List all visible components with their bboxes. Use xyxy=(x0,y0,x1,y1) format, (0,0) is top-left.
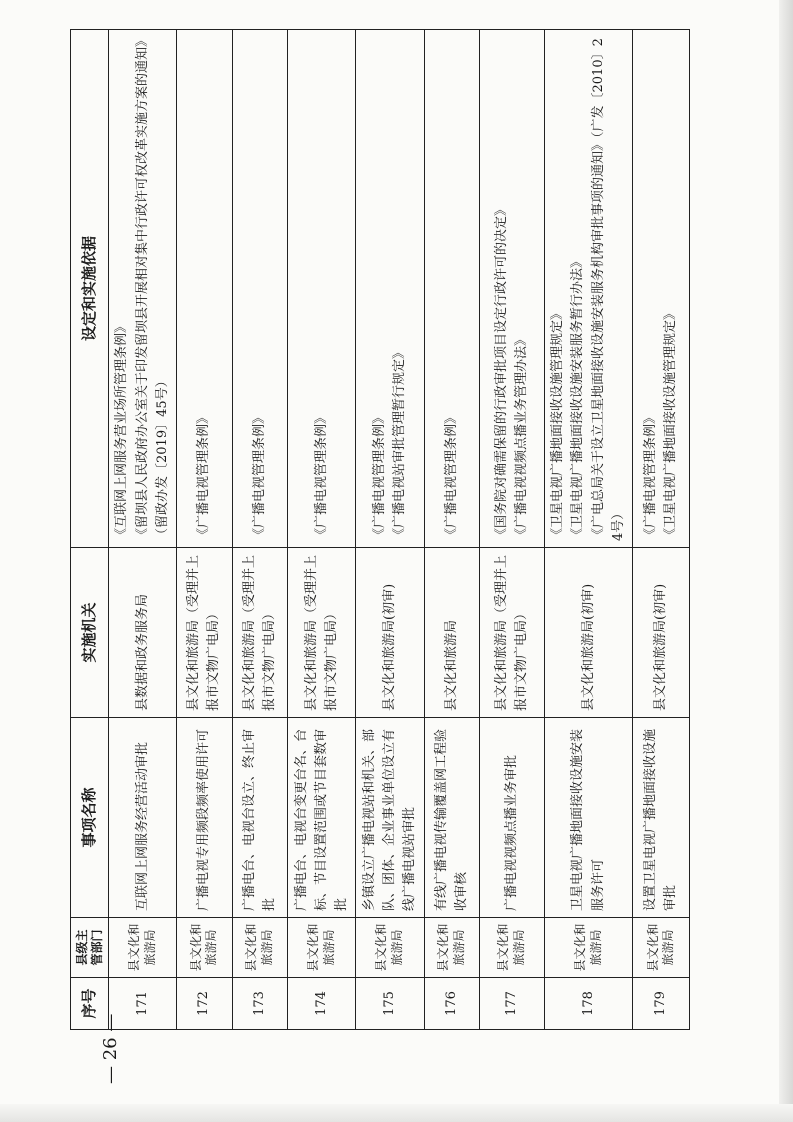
cell-basis xyxy=(424,30,480,548)
cell-name: 设置卫星电视广播地面接收设施审批 xyxy=(633,718,690,918)
cell-dept: 县文化和旅游局 xyxy=(544,918,633,978)
cell-agency: 县文化和旅游局(初审) xyxy=(633,548,690,718)
basis-line: 《留坝县人民政府办公室关于印发留坝县开展相对集中行政许可权改革实施方案的通知》（留政办发〔2019〕45号） xyxy=(134,40,170,541)
cell-dept: 县文化和旅游局 xyxy=(232,918,288,978)
cell-agency: 县文化和旅游局(初审) xyxy=(544,548,633,718)
cell-name: 广播电台、电视台变更台名、台标、节目设置范围或节目套数审批 xyxy=(288,718,356,918)
cell-dept: 县文化和旅游局 xyxy=(109,918,177,978)
basis-line: 《广播电视管理条例》 xyxy=(643,410,659,541)
cell-basis xyxy=(232,30,288,548)
cell-basis xyxy=(109,30,177,548)
rotated-table-wrapper xyxy=(70,30,690,1030)
cell-seq: 179 xyxy=(633,978,690,1030)
cell-agency: 县文化和旅游局（受理并上报市文物广电局） xyxy=(232,548,288,718)
table-row xyxy=(480,30,545,1030)
basis-line: 《广播电视管理条例》 xyxy=(443,410,459,541)
header-agency: 实施机关 xyxy=(71,548,109,718)
cell-name: 广播电台、电视台设立、终止审批 xyxy=(232,718,288,918)
basis-line: 《广播电视管理条例》 xyxy=(371,410,387,541)
cell-agency: 县文化和旅游局(初审) xyxy=(356,548,424,718)
header-basis: 设定和实施依据 xyxy=(71,30,109,548)
cell-seq: 171 xyxy=(109,978,177,1030)
cell-basis xyxy=(288,30,356,548)
cell-dept: 县文化和旅游局 xyxy=(288,918,356,978)
cell-basis xyxy=(480,30,545,548)
cell-basis xyxy=(633,30,690,548)
table-row xyxy=(288,30,356,1030)
basis-line: 《广播电视管理条例》 xyxy=(313,410,329,541)
permit-items-table xyxy=(70,29,690,1030)
cell-name: 乡镇设立广播电视站和机关、部队、团体、企业事业单位设立有线广播电视站审批 xyxy=(356,718,424,918)
cell-agency: 县文化和旅游局（受理并上报市文物广电局） xyxy=(177,548,233,718)
cell-agency: 县数据和政务服务局 xyxy=(109,548,177,718)
basis-line: 《互联网上网服务营业场所管理条例》 xyxy=(114,319,130,541)
scan-edge-right xyxy=(779,0,793,1122)
basis-line: 《卫星电视广播地面接收设施管理规定》 xyxy=(663,306,679,541)
scan-edge-bottom xyxy=(0,1104,793,1122)
header-dept: 县级主管部门 xyxy=(71,918,109,978)
cell-dept: 县文化和旅游局 xyxy=(356,918,424,978)
cell-dept: 县文化和旅游局 xyxy=(424,918,480,978)
cell-basis xyxy=(177,30,233,548)
cell-name: 有线广播电视传输覆盖网工程验收审核 xyxy=(424,718,480,918)
table-row xyxy=(544,30,633,1030)
cell-dept: 县文化和旅游局 xyxy=(633,918,690,978)
cell-agency: 县文化和旅游局 xyxy=(424,548,480,718)
cell-dept: 县文化和旅游局 xyxy=(177,918,233,978)
cell-seq: 175 xyxy=(356,978,424,1030)
basis-line: 《广播电视站审批管理暂行规定》 xyxy=(392,345,407,541)
basis-line: 《广播电视管理条例》 xyxy=(196,410,212,541)
table-row xyxy=(356,30,424,1030)
cell-agency: 县文化和旅游局（受理并上报市文物广电局） xyxy=(288,548,356,718)
table-row xyxy=(232,30,288,1030)
header-seq: 序号 xyxy=(71,978,109,1030)
header-name: 事项名称 xyxy=(71,718,109,918)
cell-name: 广播电视视频点播业务审批 xyxy=(480,718,545,918)
table-row xyxy=(109,30,177,1030)
basis-line: 《广播电视视频点播业务管理办法》 xyxy=(513,332,529,541)
cell-seq: 178 xyxy=(544,978,633,1030)
table-row xyxy=(177,30,233,1030)
cell-seq: 176 xyxy=(424,978,480,1030)
basis-line: 《广电总局关于设立卫星地面接收设施安装服务机构审批事项的通知》（广发〔2010〕24号） xyxy=(590,38,626,541)
cell-name: 卫星电视广播地面接收设施安装服务许可 xyxy=(544,718,633,918)
cell-name: 广播电视专用频段频率使用许可 xyxy=(177,718,233,918)
cell-dept: 县文化和旅游局 xyxy=(480,918,545,978)
table-header-row xyxy=(71,30,109,1030)
cell-seq: 172 xyxy=(177,978,233,1030)
page-number xyxy=(100,1013,160,1084)
basis-line: 《广播电视管理条例》 xyxy=(251,410,267,541)
basis-line: 《国务院对确需保留的行政审批项目设定行政许可的决定》 xyxy=(493,202,509,541)
cell-seq: 173 xyxy=(232,978,288,1030)
table-row xyxy=(424,30,480,1030)
page-number-text: — 26 — xyxy=(100,1013,121,1084)
cell-basis xyxy=(544,30,633,548)
cell-basis xyxy=(356,30,424,548)
basis-line: 《卫星电视广播地面接收设施管理规定》 xyxy=(550,306,566,541)
basis-line: 《卫星电视广播地面接收设施安装服务暂行办法》 xyxy=(570,254,586,541)
cell-agency: 县文化和旅游局（受理并上报市文物广电局） xyxy=(480,548,545,718)
cell-seq: 174 xyxy=(288,978,356,1030)
cell-seq: 177 xyxy=(480,978,545,1030)
cell-name: 互联网上网服务经营活动审批 xyxy=(109,718,177,918)
table-row xyxy=(633,30,690,1030)
